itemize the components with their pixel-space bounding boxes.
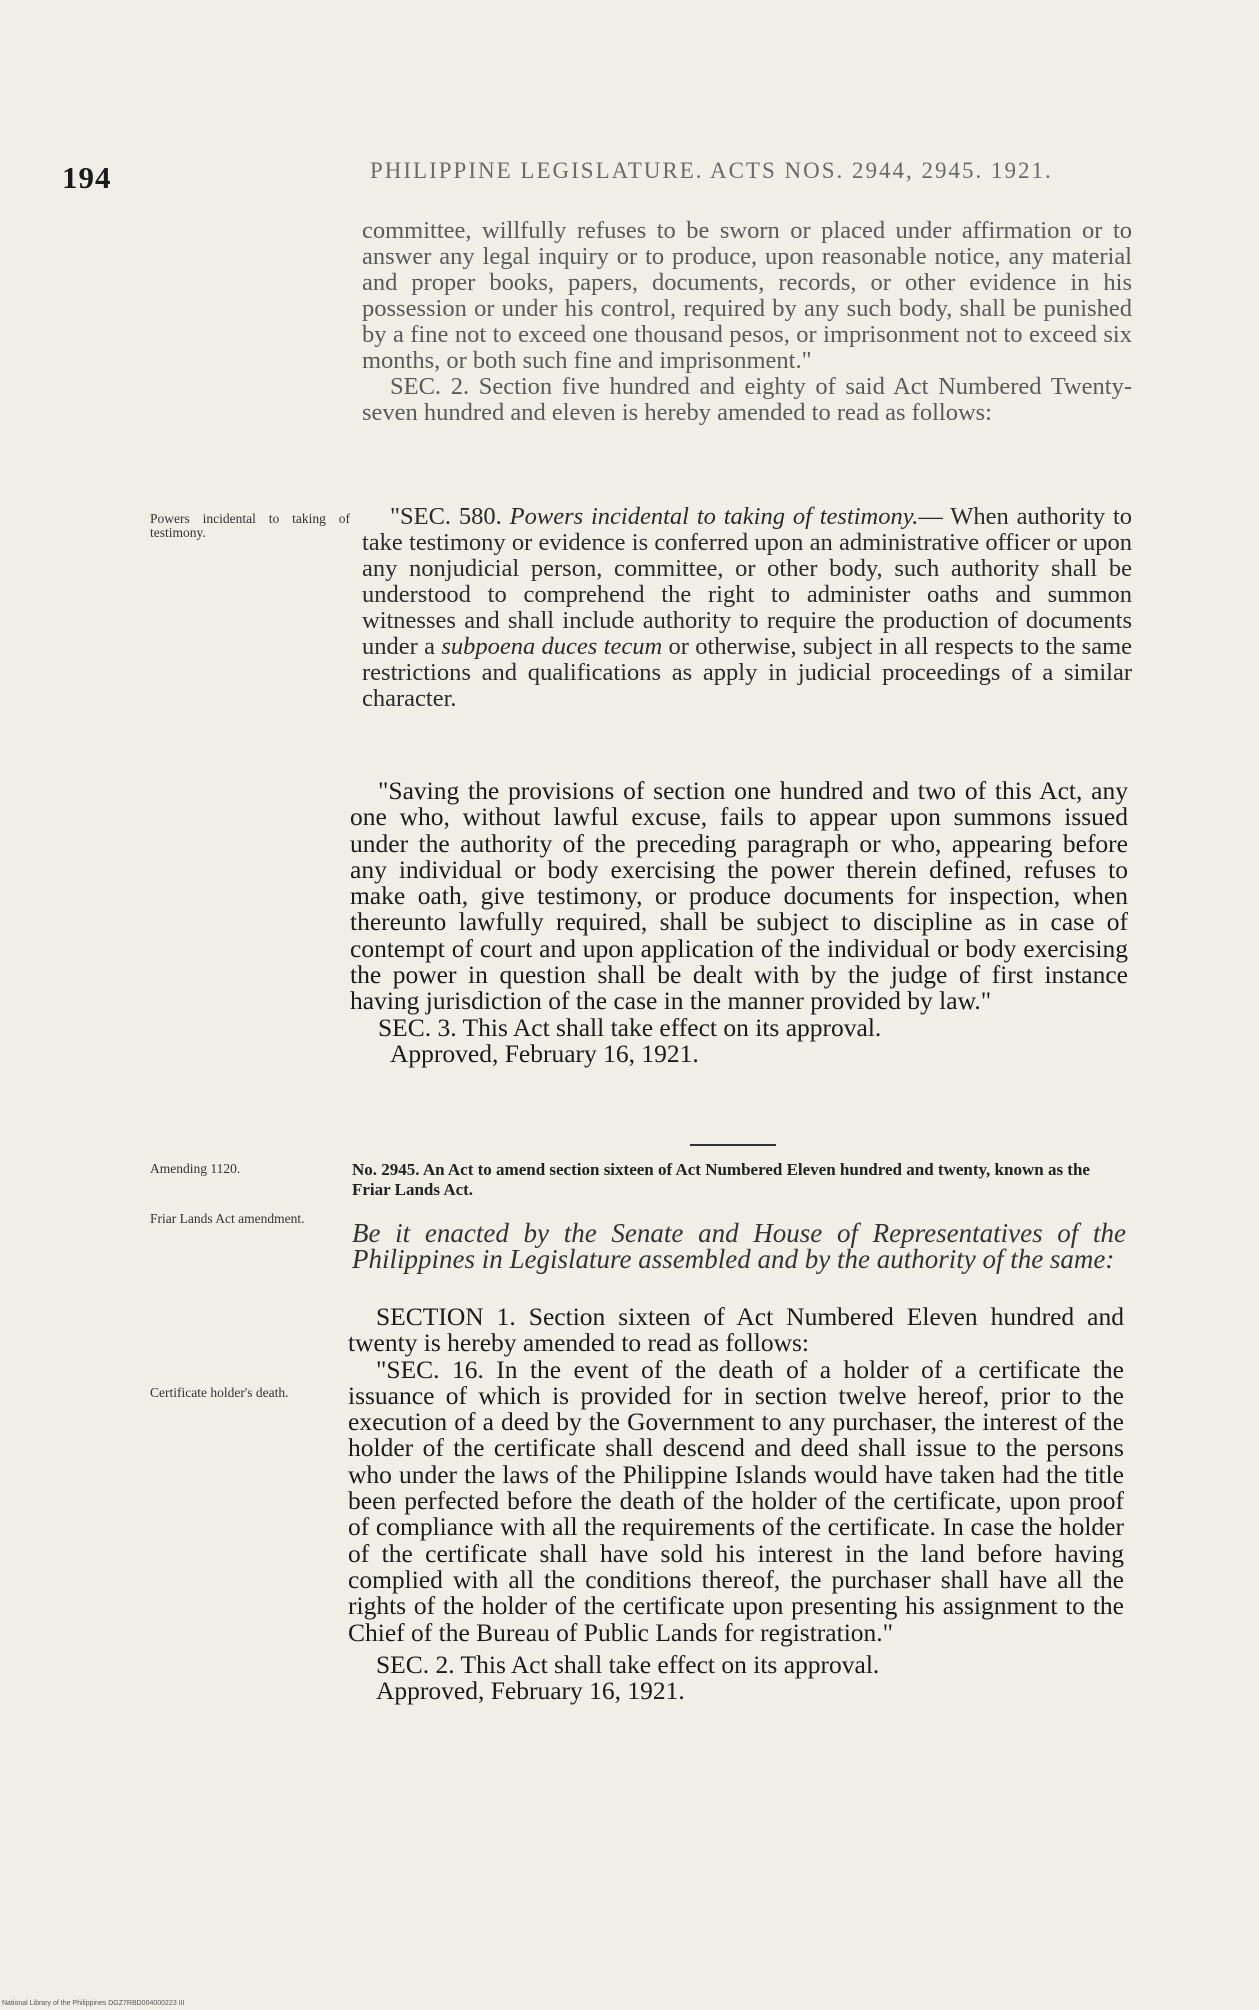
act-2945-body [348,1304,1124,1704]
saving-section [350,778,1128,1067]
saving-paragraph: "Saving the provisions of section one hundred and two of this Act, any one who, without lawful excuse, fails to appear upon summons issued under the authority of the preceding paragraph or who, appearing before any individual or body exercising the power therein defined, refuses to make oath, give testimony, or produce documents for inspection, when thereunto lawfully required, shall be subject to discipline as in case of contempt of court and upon application of the individual or body exercising the power in question shall be dealt with by the judge of first instance having jurisdiction of the case in the manner provided by law." [350,776,1128,1016]
margin-note-amending: Amending 1120. [150,1161,241,1176]
act-2945-header [352,1160,1122,1200]
page-number: 194 [62,160,112,195]
act2945-title: No. 2945. An Act to amend section sixteen of Act Numbered Eleven hundred and twenty, known as the Friar Lands Act. [352,1160,1090,1199]
act2945-section2: SEC. 2. This Act shall take effect on its approval. [376,1649,880,1679]
sec-580 [362,504,1132,712]
sec580-text-before: — When authority to take testimony or evidence is conferred upon an administrative officer or upon any nonjudicial person, committee, or other body, such authority shall be understood to comprehend the right to administer oaths and summon witnesses and shall include authority to require the production of documents under a [362,503,1133,660]
margin-note-certificate: Certificate holder's death. [150,1385,289,1400]
sec1-continuation: committee, willfully refuses to be sworn or placed under affirmation or to answer any legal inquiry or to produce, upon reasonable notice, any material and proper books, papers, documents, records, or other evidence in his possession or under his control, required by any such body, shall be punished by a fine not to exceed one thousand pesos, or imprisonment not to exceed six months, or both such fine and imprisonment." [362,217,1132,374]
section-divider [690,1144,776,1146]
margin-note-powers: Powers incidental to taking of testimony. [150,511,350,540]
sec580-heading: Powers incidental to taking of testimony. [509,503,919,530]
sec2-intro: SEC. 2. Section five hundred and eighty of said Act Numbered Twenty-seven hundred and eleven is hereby amended to read as follows: [362,373,1132,426]
act-2944-continuation [362,218,1132,426]
act2944-sec3: SEC. 3. This Act shall take effect on its approval. [378,1012,882,1042]
sec580-latin: subpoena duces tecum [441,633,663,660]
margin-note-friar: Friar Lands Act amendment. [150,1211,305,1226]
act2945-section1: SECTION 1. Section sixteen of Act Numbered Eleven hundred and twenty is hereby amended to read as follows: [348,1302,1124,1358]
act2945-sec16: "SEC. 16. In the event of the death of a holder of a certificate the issuance of which is provided for in section twelve hereof, prior to the execution of a deed by the Government to any purchaser, the interest of the holder of the certificate shall descend and deed shall issue to the persons who under the laws of the Philippine Islands would have taken had the title been perfected before the death of the holder of the certificate, upon proof of compliance with all the requirements of the certificate. In case the holder of the certificate shall have sold his interest in the land before having complied with all the conditions thereof, the purchaser shall have all the rights of the holder of the certificate upon presenting his assignment to the Chief of the Bureau of Public Lands for registration." [348,1354,1124,1647]
sec580-lead: "SEC. 580. [390,503,502,530]
scan-footer: National Library of the Philippines DGZ7RBD004000223 III [2,2000,185,2007]
sec580-text-after: or otherwise, subject in all respects to the same restrictions and qualifications as apply in judicial proceedings of a similar character. [362,633,1133,712]
act2944-approved: Approved, February 16, 1921. [390,1038,699,1068]
enacting-clause: Be it enacted by the Senate and House of Representatives of the Philippines in Legislature assembled and by the authority of the same: [352,1218,1126,1274]
running-head: PHILIPPINE LEGISLATURE. ACTS NOS. 2944, 2945. 1921. [370,158,1053,183]
act2945-approved: Approved, February 16, 1921. [376,1676,685,1706]
